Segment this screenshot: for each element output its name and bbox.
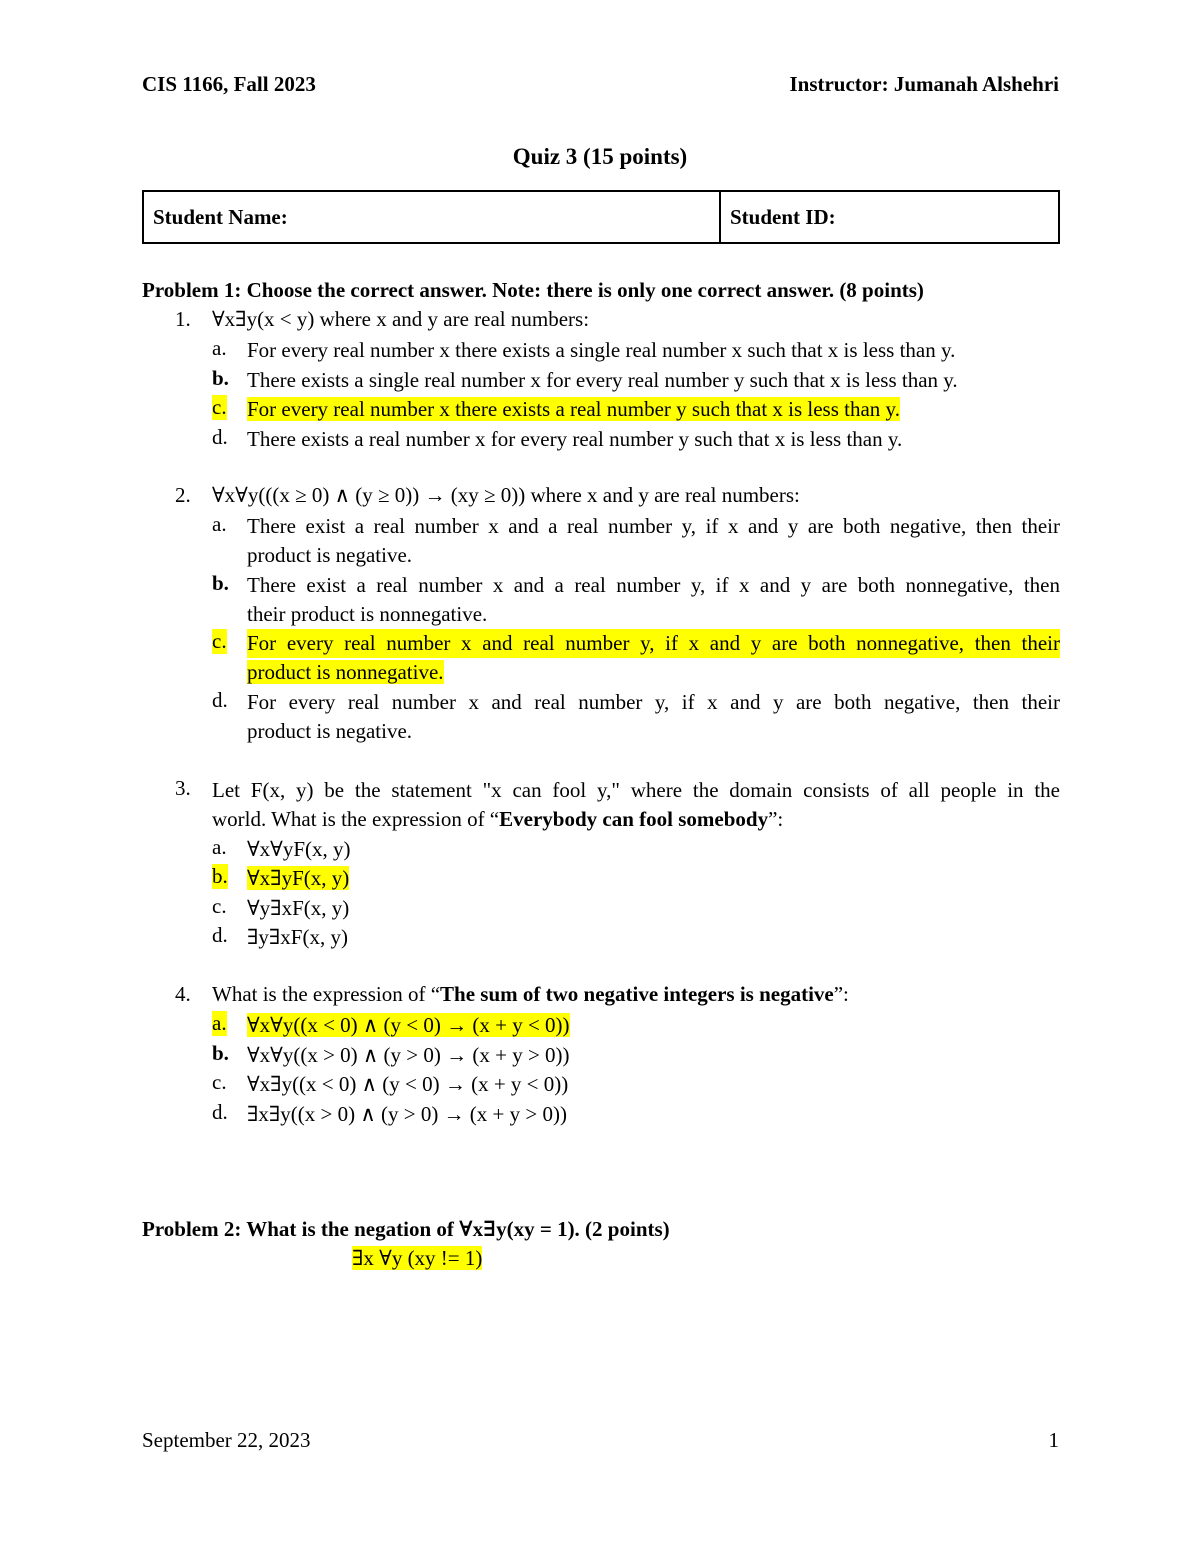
question-text-post: ”: xyxy=(768,807,784,831)
option-letter: a. xyxy=(212,512,227,536)
option-text: ∃y∃xF(x, y) xyxy=(247,925,348,949)
instructor-header: Instructor: Jumanah Alshehri xyxy=(789,72,1059,96)
footer-date: September 22, 2023 xyxy=(142,1428,311,1452)
option-text-line2: their product is nonnegative. xyxy=(247,602,488,626)
question-text-post: ”: xyxy=(833,982,849,1006)
option-text: ∀x∃yF(x, y) xyxy=(247,866,350,890)
option-letter: d. xyxy=(212,923,228,947)
option-text: ∀x∀y((x > 0) ∧ (y > 0) → (x + y > 0)) xyxy=(247,1043,570,1067)
question-text: ∀x∀y(((x ≥ 0) ∧ (y ≥ 0)) → (xy ≥ 0)) where x and y are real numbers: xyxy=(212,483,800,507)
option-text-line2: product is nonnegative. xyxy=(247,660,444,684)
option-letter: b. xyxy=(212,366,229,390)
option-text: ∀x∀y((x < 0) ∧ (y < 0) → (x + y < 0)) xyxy=(247,1013,570,1037)
option-letter: a. xyxy=(212,336,227,360)
problem2-answer: ∃x ∀y (xy != 1) xyxy=(352,1246,483,1270)
option-text: ∃x∃y((x > 0) ∧ (y > 0) → (x + y > 0)) xyxy=(247,1102,567,1126)
question-text-emphasis: Everybody can fool somebody xyxy=(499,807,769,831)
option-letter: d. xyxy=(212,1100,228,1124)
question-number: 1. xyxy=(175,307,191,331)
question-number: 2. xyxy=(175,483,191,507)
option-letter: c. xyxy=(212,395,227,419)
option-text-line1: There exist a real number x and a real number y, if x and y are both nonnegative, then xyxy=(247,573,1060,597)
question-text-line1: Let F(x, y) be the statement "x can fool y," where the domain consists of all people in the xyxy=(212,778,1060,802)
option-letter: a. xyxy=(212,1011,227,1035)
option-text: For every real number x there exists a real number y such that x is less than y. xyxy=(247,397,900,421)
page-title: Quiz 3 (15 points) xyxy=(512,144,688,169)
option-text-line1: There exist a real number x and a real number y, if x and y are both negative, then their xyxy=(247,514,1060,538)
option-letter: b. xyxy=(212,864,228,888)
option-letter: b. xyxy=(212,1041,229,1065)
student-id-label: Student ID: xyxy=(730,204,836,229)
course-header: CIS 1166, Fall 2023 xyxy=(142,72,316,96)
student-name-cell[interactable] xyxy=(144,192,721,242)
option-letter: a. xyxy=(212,835,227,859)
question-text-pre: What is the expression of “ xyxy=(212,982,441,1006)
problem2-heading: Problem 2: What is the negation of ∀x∃y(xy = 1). (2 points) xyxy=(142,1217,670,1241)
student-id-cell[interactable] xyxy=(721,192,1058,242)
question-text: ∀x∃y(x < y) where x and y are real numbers: xyxy=(212,307,590,331)
option-text-line1: For every real number x and real number y, if x and y are both nonnegative, then their xyxy=(247,629,1060,658)
option-letter: d. xyxy=(212,688,228,712)
page-number: 1 xyxy=(1048,1428,1059,1452)
option-text: ∀y∃xF(x, y) xyxy=(247,896,350,920)
option-text: There exists a real number x for every real number y such that x is less than y. xyxy=(247,427,903,451)
option-letter: c. xyxy=(212,629,227,653)
option-text: ∀x∀yF(x, y) xyxy=(247,837,351,861)
option-text-line2: product is negative. xyxy=(247,719,413,743)
option-letter: c. xyxy=(212,894,227,918)
option-letter: c. xyxy=(212,1070,227,1094)
problem1-heading: Problem 1: Choose the correct answer. Note: there is only one correct answer. (8 points) xyxy=(142,278,924,302)
option-letter: b. xyxy=(212,571,229,595)
option-text: For every real number x there exists a single real number x such that x is less than y. xyxy=(247,338,956,362)
question-text-emphasis: The sum of two negative integers is negative xyxy=(440,982,834,1006)
student-name-label: Student Name: xyxy=(153,204,288,229)
option-text-line2: product is negative. xyxy=(247,543,413,567)
option-letter: d. xyxy=(212,425,228,449)
option-text: There exists a single real number x for every real number y such that x is less than y. xyxy=(247,368,958,392)
student-info-table xyxy=(142,190,1060,244)
question-number: 3. xyxy=(175,776,191,800)
question-number: 4. xyxy=(175,982,191,1006)
question-text-pre: world. What is the expression of “ xyxy=(212,807,500,831)
option-text-line1: For every real number x and real number y, if x and y are both negative, then their xyxy=(247,690,1060,714)
option-text: ∀x∃y((x < 0) ∧ (y < 0) → (x + y < 0)) xyxy=(247,1072,569,1096)
